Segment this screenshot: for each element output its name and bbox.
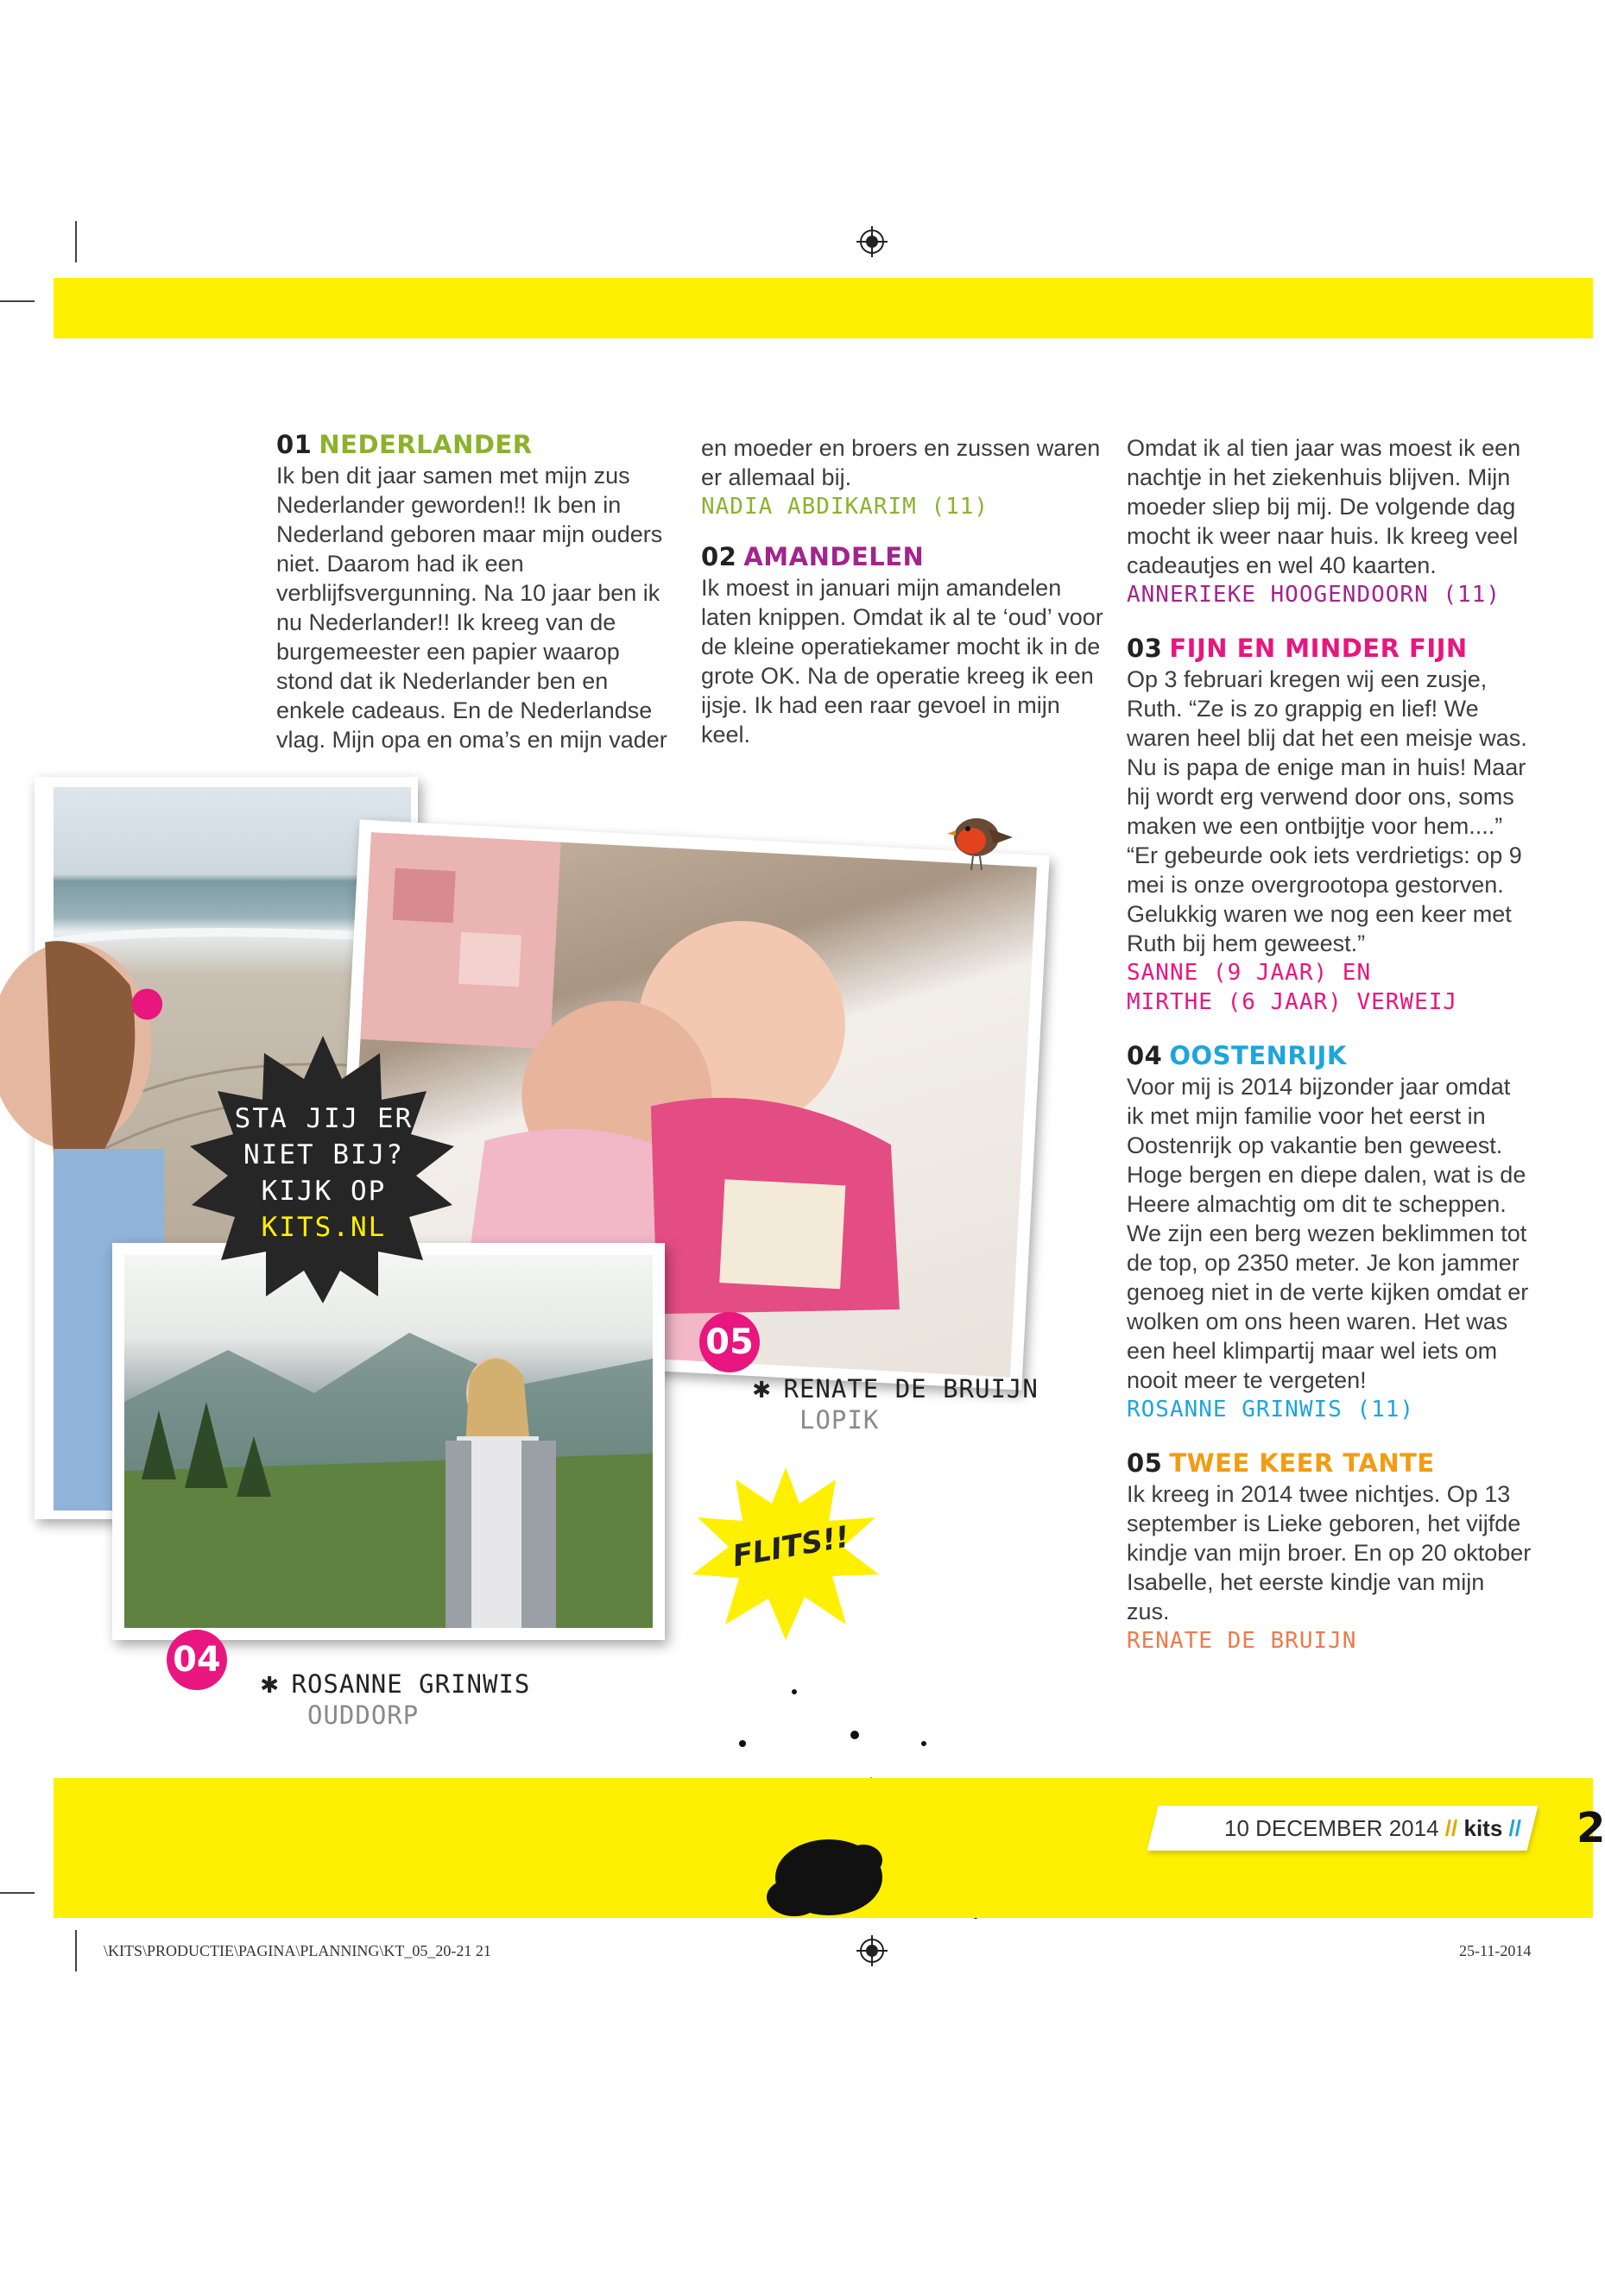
column-2 bbox=[701, 433, 1107, 749]
section-heading-04 bbox=[1127, 1039, 1532, 1072]
asterisk-icon: ✱ bbox=[261, 1666, 280, 1700]
robin-bird-icon bbox=[945, 803, 1014, 874]
print-date-slug: 25-11-2014 bbox=[1459, 1942, 1532, 1959]
ink-splatter-center bbox=[742, 1830, 915, 1925]
section-number: 02 bbox=[701, 542, 737, 571]
column-1 bbox=[276, 428, 673, 754]
section-number: 01 bbox=[276, 430, 313, 459]
author-signature: RENATE DE BRUIJN bbox=[1127, 1628, 1357, 1654]
section-body: “Er gebeurde ook iets verdrietigs: op 9 mei is onze overgrootopa gestorven. Gelukkig waren we nog een keer met Ruth bij hem geweest.” bbox=[1127, 842, 1522, 956]
crop-mark bbox=[0, 1892, 35, 1894]
starburst-text bbox=[204, 1101, 444, 1246]
section-body: Ik ben dit jaar samen met mijn zus Nederlander geworden!! Ik ben in Nederland geboren maar mijn ouders niet. Daarom had ik een verblijfsvergunning. Na 10 jaar ben ik nu Nederlander!! Ik kreeg van de burgemeester een papier waarop stond dat ik Nederlander ben en enkele cadeaus. En de Nederlandse vlag. Mijn opa en oma’s en mijn vader bbox=[276, 463, 667, 753]
section-body: Op 3 februari kregen wij een zusje, Ruth. “Ze is zo grappig en lief! We waren heel blij dat het een meisje was. Nu is papa de enige man in huis! Maar hij wordt erg verwend door ons, soms maken we een ontbijtje voor hem....” bbox=[1127, 666, 1527, 839]
file-path-slug: \KITS\PRODUCTIE\PAGINA\PLANNING\KT_05_20-21 21 bbox=[104, 1942, 491, 1959]
section-heading-05 bbox=[1127, 1447, 1532, 1479]
section-body: en moeder en broers en zussen waren er allemaal bij. bbox=[701, 435, 1101, 490]
flits-text: FLITS!! bbox=[730, 1519, 852, 1574]
caption-name: RENATE DE BRUIJN bbox=[783, 1374, 1039, 1403]
section-heading-03 bbox=[1127, 632, 1532, 665]
author-signature: SANNE (9 JAAR) EN bbox=[1127, 960, 1372, 986]
photo-badge-05: 05 bbox=[699, 1312, 760, 1372]
caption-place: LOPIK bbox=[799, 1405, 880, 1435]
photo-badge-04: 04 bbox=[167, 1630, 227, 1690]
starburst-line: STA JIJ ER bbox=[234, 1103, 414, 1134]
photo-caption-04 bbox=[261, 1668, 530, 1731]
section-number: 03 bbox=[1127, 634, 1163, 663]
header-band bbox=[54, 278, 1593, 338]
section-title: FIJN EN MINDER FIJN bbox=[1169, 634, 1468, 663]
separator: // bbox=[1444, 1815, 1458, 1841]
author-signature: ANNERIEKE HOOGENDOORN (11) bbox=[1127, 582, 1501, 608]
footer-date-line bbox=[1224, 1813, 1521, 1844]
caption-name: ROSANNE GRINWIS bbox=[291, 1669, 531, 1699]
registration-mark-icon bbox=[856, 226, 888, 257]
section-heading-01 bbox=[276, 428, 673, 461]
separator: // bbox=[1508, 1815, 1521, 1841]
caption-place: OUDDORP bbox=[307, 1700, 420, 1730]
issue-date: 10 DECEMBER 2014 bbox=[1224, 1815, 1439, 1841]
crop-mark bbox=[75, 1930, 77, 1971]
crop-mark bbox=[0, 300, 35, 302]
starburst-link[interactable]: KITS.NL bbox=[261, 1212, 387, 1243]
section-title: AMANDELEN bbox=[743, 542, 925, 571]
starburst-line: KIJK OP bbox=[261, 1176, 387, 1207]
section-heading-02 bbox=[701, 540, 1107, 573]
author-signature: ROSANNE GRINWIS (11) bbox=[1127, 1397, 1415, 1422]
page-number: 2 bbox=[1577, 1804, 1605, 1852]
section-number: 05 bbox=[1127, 1448, 1163, 1478]
section-body: Voor mij is 2014 bijzonder jaar omdat ik met mijn familie voor het eerst in Oostenrijk op vakantie ben geweest. Hoge bergen en diepe dalen, wat is de Heere almachtig om dit te scheppen. We zijn een berg wezen beklimmen tot de top, op 2350 meter. Je kon jammer genoeg niet in de verte kijken omdat er wolken om ons heen waren. Het was een heel klimpartij maar wel iets om nooit meer te vergeten! bbox=[1127, 1074, 1529, 1393]
crop-mark bbox=[75, 221, 77, 262]
author-signature: MIRTHE (6 JAAR) VERWEIJ bbox=[1127, 989, 1458, 1015]
section-title: OOSTENRIJK bbox=[1169, 1041, 1347, 1070]
photo-caption-05 bbox=[753, 1372, 1039, 1435]
section-number: 04 bbox=[1127, 1041, 1163, 1070]
author-signature: NADIA ABDIKARIM (11) bbox=[701, 494, 989, 520]
registration-mark-icon bbox=[856, 1935, 888, 1966]
section-body: Ik moest in januari mijn amandelen laten knippen. Omdat ik al te ‘oud’ voor de kleine operatiekamer mocht ik in de grote OK. Na de operatie kreeg ik een ijsje. Ik had een raar gevoel in mijn keel. bbox=[701, 575, 1103, 747]
asterisk-icon: ✱ bbox=[753, 1371, 772, 1405]
section-body: Omdat ik al tien jaar was moest ik een nachtje in het ziekenhuis blijven. Mijn moeder sliep bij mij. De volgende dag mocht ik weer naar huis. Ik kreeg veel cadeautjes en wel 40 kaarten. bbox=[1127, 435, 1521, 578]
mountain-photo-image bbox=[124, 1255, 653, 1628]
section-title: TWEE KEER TANTE bbox=[1169, 1448, 1435, 1478]
section-title: NEDERLANDER bbox=[319, 430, 533, 459]
brand-name: kits bbox=[1463, 1815, 1503, 1841]
column-3 bbox=[1127, 433, 1532, 1656]
section-body: Ik kreeg in 2014 twee nichtjes. Op 13 september is Lieke geboren, het vijfde kindje van mijn broer. En op 20 oktober Isabelle, het eerste kindje van mijn zus. bbox=[1127, 1481, 1532, 1624]
starburst-line: NIET BIJ? bbox=[243, 1139, 404, 1170]
